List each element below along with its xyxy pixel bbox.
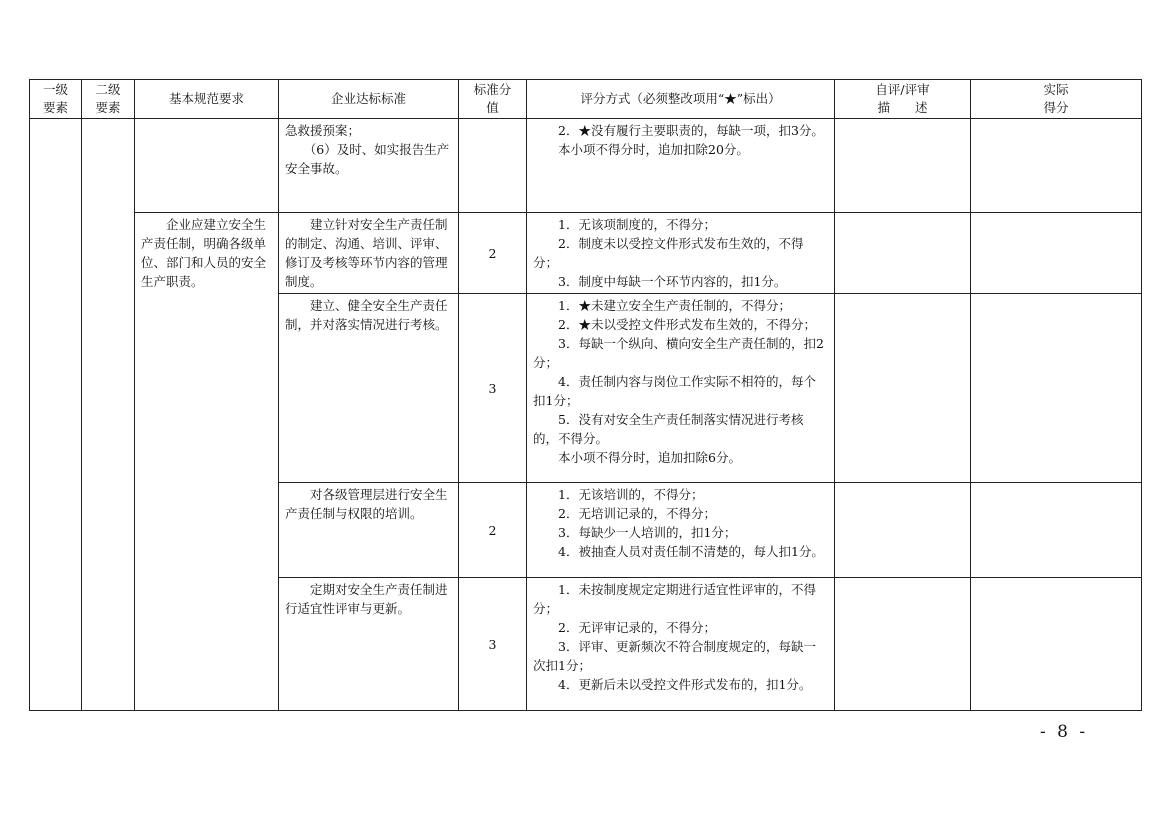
standard-text: 建立、健全安全生产责任制，并对落实情况进行考核。 (285, 298, 448, 332)
page-number: - 8 - (1040, 722, 1089, 742)
header-enterprise-standard: 企业达标标准 (279, 80, 459, 119)
standard-cell (279, 483, 459, 578)
score-cell: 2 (459, 483, 527, 578)
standards-table (29, 79, 1142, 711)
table-row (30, 213, 1142, 294)
score-cell: 3 (459, 578, 527, 711)
standard-cell (279, 213, 459, 294)
score-cell: 3 (459, 294, 527, 483)
table-row (30, 119, 1142, 213)
standard-line: 急救援预案； (285, 123, 361, 138)
method-line: 2．无培训记录的，不得分； (558, 506, 716, 521)
standard-text: 建立针对安全生产责任制的制定、沟通、培训、评审、修订及考核等环节内容的管理制度。 (285, 217, 448, 289)
standard-cell (279, 119, 459, 213)
method-line: 3．每缺少一人培训的，扣1分； (558, 525, 737, 540)
self-review-cell (835, 119, 971, 213)
method-line: 3．每缺一个纵向、横向安全生产责任制的，扣2分； (533, 336, 824, 370)
requirement-cell (135, 119, 279, 213)
method-cell (527, 119, 835, 213)
self-review-cell (835, 578, 971, 711)
standard-line: （6）及时、如实报告生产安全事故。 (285, 142, 450, 176)
score-cell (459, 119, 527, 213)
method-line: 3．制度中每缺一个环节内容的，扣1分。 (558, 274, 787, 289)
level1-element-cell (30, 119, 82, 711)
header-actual-score: 实际 得分 (971, 80, 1142, 119)
self-review-cell (835, 294, 971, 483)
method-line: 4．责任制内容与岗位工作实际不相符的，每个扣1分； (533, 374, 816, 408)
method-line: 1．无该培训的，不得分； (558, 487, 704, 502)
method-cell (527, 578, 835, 711)
score-cell: 2 (459, 213, 527, 294)
actual-score-cell (971, 213, 1142, 294)
actual-score-cell (971, 119, 1142, 213)
actual-score-cell (971, 578, 1142, 711)
method-line: 2．★未以受控文件形式发布生效的，不得分； (558, 317, 816, 332)
actual-score-cell (971, 294, 1142, 483)
method-line: 4．被抽查人员对责任制不清楚的，每人扣1分。 (558, 544, 824, 559)
method-line: 本小项不得分时，追加扣除6分。 (558, 450, 741, 465)
header-level1-element: 一级 要素 (30, 80, 82, 119)
self-review-cell (835, 483, 971, 578)
header-self-review: 自评/评审 描 述 (835, 80, 971, 119)
method-cell (527, 294, 835, 483)
standard-cell (279, 294, 459, 483)
method-line: 2．无评审记录的，不得分； (558, 620, 716, 635)
method-line: 2．★没有履行主要职责的，每缺一项，扣3分。 (558, 123, 824, 138)
requirement-cell (135, 213, 279, 711)
header-level2-element: 二级 要素 (82, 80, 135, 119)
method-line: 1．未按制度规定定期进行适宜性评审的，不得分； (533, 582, 816, 616)
method-line: 2．制度未以受控文件形式发布生效的，不得分； (533, 236, 804, 270)
actual-score-cell (971, 483, 1142, 578)
header-basic-requirement: 基本规范要求 (135, 80, 279, 119)
standard-text: 定期对安全生产责任制进行适宜性评审与更新。 (285, 582, 448, 616)
method-line: 1．★未建立安全生产责任制的，不得分； (558, 298, 791, 313)
method-line: 1．无该项制度的，不得分； (558, 217, 716, 232)
self-review-cell (835, 213, 971, 294)
header-standard-score: 标准分 值 (459, 80, 527, 119)
method-line: 4．更新后未以受控文件形式发布的，扣1分。 (558, 677, 812, 692)
standard-text: 对各级管理层进行安全生产责任制与权限的培训。 (285, 487, 448, 521)
method-line: 5．没有对安全生产责任制落实情况进行考核的，不得分。 (533, 412, 804, 446)
method-cell (527, 483, 835, 578)
level2-element-cell (82, 119, 135, 711)
method-line: 3．评审、更新频次不符合制度规定的，每缺一次扣1分； (533, 639, 816, 673)
standard-cell (279, 578, 459, 711)
method-line: 本小项不得分时，追加扣除20分。 (558, 142, 749, 157)
method-cell (527, 213, 835, 294)
requirement-text: 企业应建立安全生产责任制，明确各级单位、部门和人员的安全生产职责。 (141, 217, 267, 289)
header-scoring-method: 评分方式（必须整改项用“★”标出） (527, 80, 835, 119)
